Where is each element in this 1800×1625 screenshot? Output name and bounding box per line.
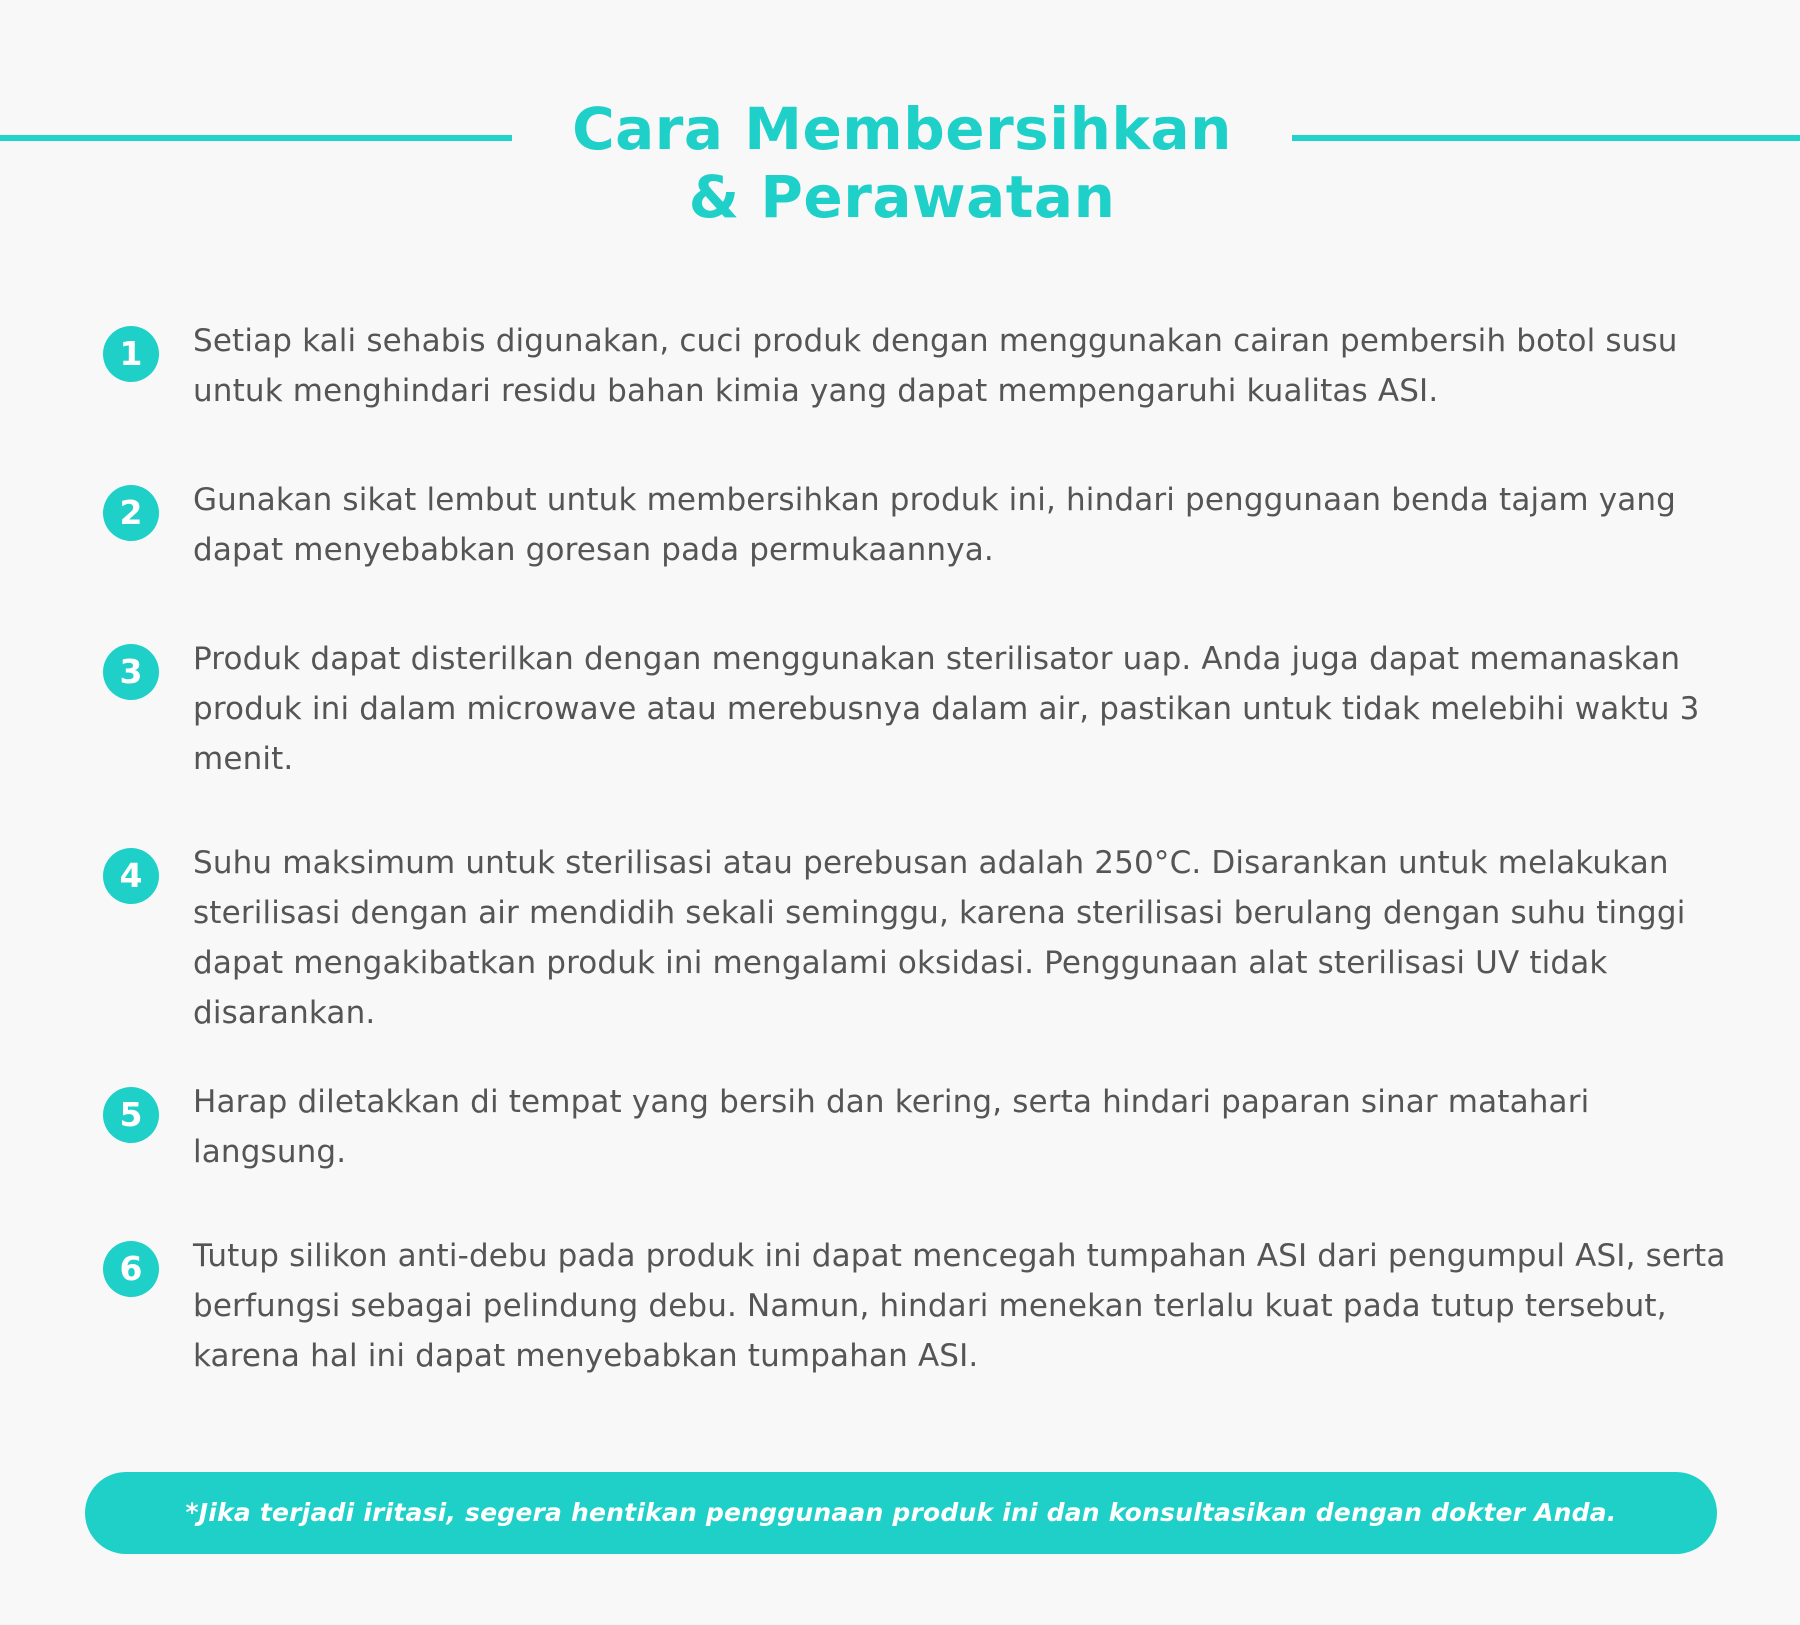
warning-note: *Jika terjadi iritasi, segera hentikan penggunaan produk ini dan konsultasikan dengan dokter Anda. (85, 1472, 1717, 1554)
step-number-badge: 4 (103, 848, 159, 904)
title-line-2: & Perawatan (688, 163, 1116, 231)
title-line-1: Cara Membersihkan (572, 95, 1232, 163)
step-text: Setiap kali sehabis digunakan, cuci produk dengan menggunakan cairan pembersih botol susu untuk menghindari residu bahan kimia yang dapat mempengaruhi kualitas ASI. (193, 323, 1678, 409)
step-text: Gunakan sikat lembut untuk membersihkan produk ini, hindari penggunaan benda tajam yang dapat menyebabkan goresan pada permukaannya. (193, 482, 1677, 568)
step-number-badge: 6 (103, 1241, 159, 1297)
step-text: Suhu maksimum untuk sterilisasi atau perebusan adalah 250°C. Disarankan untuk melakukan sterilisasi dengan air mendidih sekali seminggu, karena sterilisasi berulang dengan suhu tinggi dapat mengakibatkan produk ini mengalami oksidasi. Penggunaan alat sterilisasi UV tidak disarankan. (193, 845, 1686, 1031)
step-text: Tutup silikon anti-debu pada produk ini dapat mencegah tumpahan ASI dari pengumpul ASI, serta berfungsi sebagai pelindung debu. Namun, hindari menekan terlalu kuat pada tutup tersebut, karena hal ini dapat menyebabkan tumpahan ASI. (193, 1238, 1726, 1374)
step-number-badge: 2 (103, 485, 159, 541)
step-text: Harap diletakkan di tempat yang bersih dan kering, serta hindari paparan sinar matahari langsung. (193, 1084, 1590, 1170)
step-number-badge: 5 (103, 1087, 159, 1143)
step-number-badge: 3 (103, 644, 159, 700)
step-text: Produk dapat disterilkan dengan menggunakan sterilisator uap. Anda juga dapat memanaskan produk ini dalam microwave atau merebusnya dalam air, pastikan untuk tidak melebihi waktu 3 menit. (193, 641, 1700, 777)
step-number-badge: 1 (103, 326, 159, 382)
